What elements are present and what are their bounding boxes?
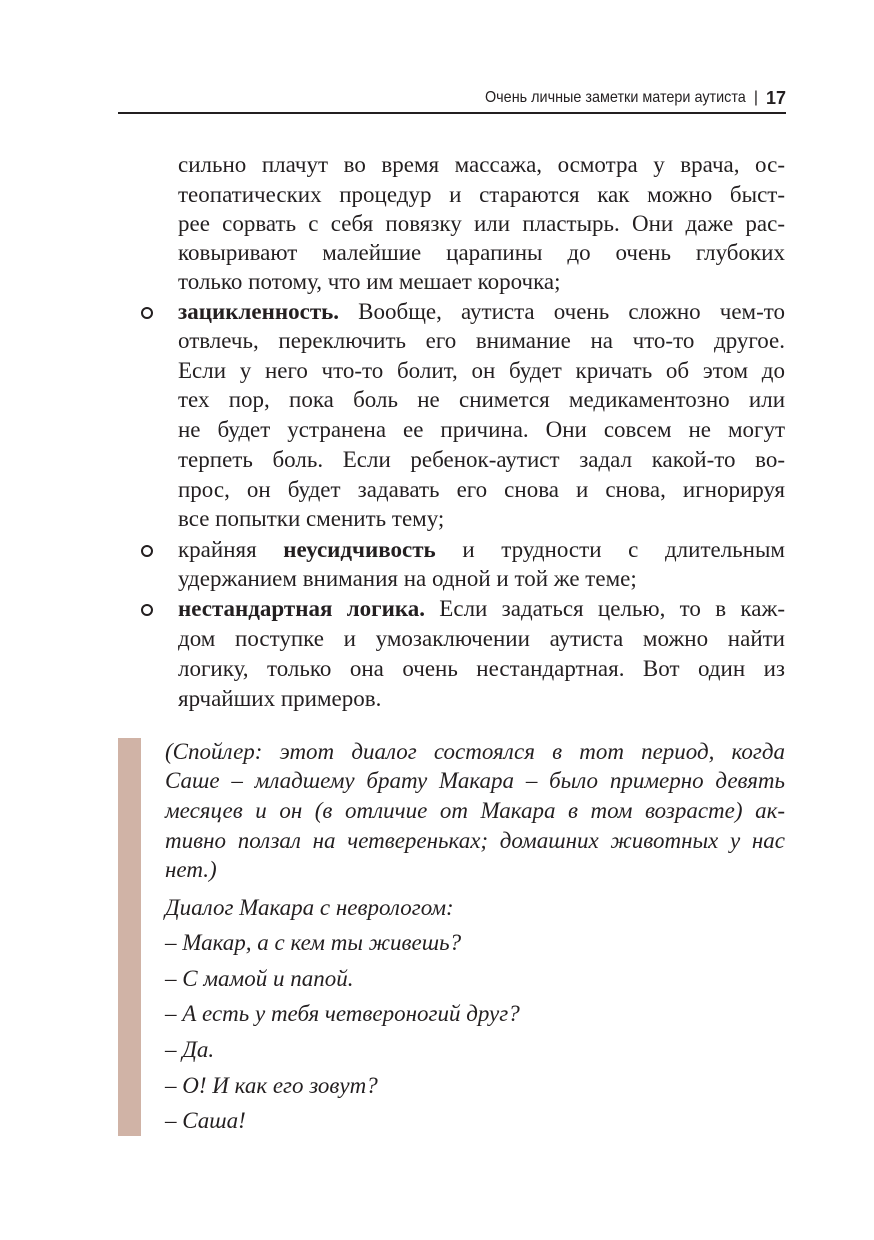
quote-bar bbox=[118, 738, 141, 1136]
quote-line: – Саша! bbox=[165, 1108, 246, 1133]
text-segment: удержанием внимания на одной и той же теме; bbox=[178, 566, 637, 591]
quote-line: Саше – младшему брату Макара – было примерно девять bbox=[165, 768, 785, 793]
quote-line: – А есть у тебя четвероногий друг? bbox=[165, 1001, 520, 1026]
running-title: Очень личные заметки матери аутиста bbox=[484, 89, 746, 106]
quote-line: – Макар, а с кем ты живешь? bbox=[165, 930, 462, 955]
body-line bbox=[178, 684, 785, 714]
bold-term: неусидчивость bbox=[283, 537, 436, 562]
text-segment: ковыривают малейшие царапины до очень глубоких bbox=[178, 240, 785, 265]
body-line bbox=[178, 594, 785, 624]
body-line bbox=[178, 475, 785, 505]
text-segment: прос, он будет задавать его снова и снова, игнорируя bbox=[178, 477, 785, 502]
body-line bbox=[178, 150, 785, 180]
text-segment: дом поступке и умозаключении аутиста можно найти bbox=[178, 626, 785, 651]
text-segment: ярчайших примеров. bbox=[178, 686, 382, 711]
running-header bbox=[118, 84, 786, 114]
body-line bbox=[178, 415, 785, 445]
text-segment: Если у него что-то болит, он будет кричать об этом до bbox=[178, 358, 785, 383]
text-segment: терпеть боль. Если ребенок-аутист задал какой-то во- bbox=[178, 447, 785, 472]
quote-line: месяцев и он (в отличие от Макара в том возрасте) ак- bbox=[165, 798, 785, 823]
quote-line: – О! И как его зовут? bbox=[165, 1073, 378, 1098]
text-segment: отвлечь, переключить его внимание на что-то другое. bbox=[178, 328, 785, 353]
bold-term: зацикленность. bbox=[178, 299, 340, 324]
quote-line: – Да. bbox=[165, 1037, 215, 1062]
quote-line: тивно ползал на четвереньках; домашних животных у нас bbox=[165, 828, 785, 853]
body-line bbox=[178, 385, 785, 415]
header-separator: | bbox=[753, 89, 758, 106]
text-segment: только потому, что им мешает корочка; bbox=[178, 269, 561, 294]
bullet-circle-icon bbox=[141, 545, 153, 557]
text-segment: теопатических процедур и стараются как можно быст- bbox=[178, 182, 785, 207]
body-line bbox=[178, 654, 785, 684]
body-line bbox=[178, 326, 785, 356]
text-segment: тех пор, пока боль не снимется медикаментозно или bbox=[178, 387, 785, 412]
text-segment: крайняя bbox=[178, 537, 284, 562]
text-segment: Вообще, аутиста очень сложно чем-то bbox=[339, 299, 785, 324]
bullet-circle-icon bbox=[141, 604, 153, 616]
text-segment: логику, только она очень нестандартная. Вот один из bbox=[178, 656, 785, 681]
body-line bbox=[178, 535, 785, 565]
text-segment: рее сорвать с себя повязку или пластырь. Они даже рас- bbox=[178, 211, 785, 236]
body-line bbox=[178, 445, 785, 475]
body-line bbox=[178, 624, 785, 654]
text-segment: Если задаться целью, то в каж- bbox=[424, 596, 786, 621]
body-line bbox=[178, 564, 785, 594]
body-line bbox=[178, 238, 785, 268]
body-line bbox=[178, 209, 785, 239]
quote-line: нет.) bbox=[165, 857, 217, 882]
quote-line: Диалог Макара с неврологом: bbox=[165, 895, 454, 920]
bullet-circle-icon bbox=[141, 307, 153, 319]
bold-term: нестандартная логика. bbox=[178, 596, 425, 621]
text-segment: все попытки сменить тему; bbox=[178, 506, 445, 531]
text-segment: сильно плачут во время массажа, осмотра у врача, ос- bbox=[178, 152, 785, 177]
quote-line: – С мамой и папой. bbox=[165, 966, 354, 991]
body-line bbox=[178, 267, 785, 297]
page-number: 17 bbox=[765, 87, 786, 108]
text-segment: и трудности с длительным bbox=[435, 537, 785, 562]
body-line bbox=[178, 504, 785, 534]
body-line bbox=[178, 297, 785, 327]
body-line bbox=[178, 356, 785, 386]
body-line bbox=[178, 180, 785, 210]
quote-line: (Спойлер: этот диалог состоялся в тот период, когда bbox=[165, 739, 785, 764]
text-segment: не будет устранена ее причина. Они совсем не могут bbox=[178, 417, 785, 442]
